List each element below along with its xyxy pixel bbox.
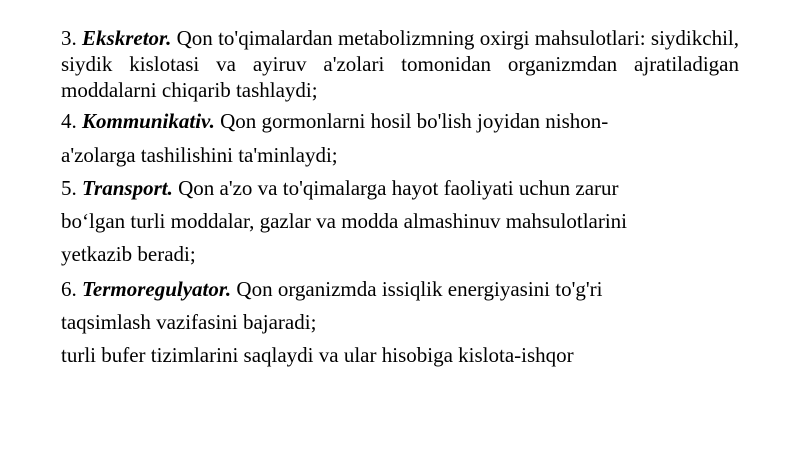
list-item-termoregulyator — [61, 274, 602, 304]
item-term: Transport. — [82, 176, 173, 200]
trailing-text-line: turli bufer tizimlarini saqlaydi va ular hisobiga kislota-ishqor — [61, 343, 574, 367]
list-item-transport — [61, 173, 619, 203]
item-text-line: yetkazib beradi; — [61, 242, 196, 266]
list-item-ekskretor — [61, 25, 739, 103]
item-text-line: Qon a'zo va to'qimalarga hayot faoliyati uchun zarur — [178, 176, 619, 200]
item-term: Termoregulyator. — [82, 277, 232, 301]
item-number: 5. — [61, 176, 77, 200]
item-text-line: a'zolarga tashilishini ta'minlaydi; — [61, 143, 338, 167]
item-number: 6. — [61, 277, 77, 301]
item-term: Ekskretor. — [82, 26, 172, 50]
item-number: 4. — [61, 109, 77, 133]
item-text-line: Qon organizmda issiqlik energiyasini to'g'ri — [236, 277, 603, 301]
item-text-line: taqsimlash vazifasini bajaradi; — [61, 310, 317, 334]
item-text: Qon to'qimalardan metabolizmning oxirgi mahsulotlari: siydikchil, siydik kislotasi va ayiruv a'zolari tomonidan organizmdan ajratiladigan moddalarni chiqarib tashlaydi; — [61, 26, 739, 102]
item-term: Kommunikativ. — [82, 109, 215, 133]
list-item-kommunikativ — [61, 106, 608, 136]
item-number: 3. — [61, 26, 77, 50]
item-text-line: bo‘lgan turli moddalar, gazlar va modda almashinuv mahsulotlarini — [61, 209, 628, 233]
item-text-line: Qon gormonlarni hosil bo'lish joyidan nishon- — [220, 109, 609, 133]
